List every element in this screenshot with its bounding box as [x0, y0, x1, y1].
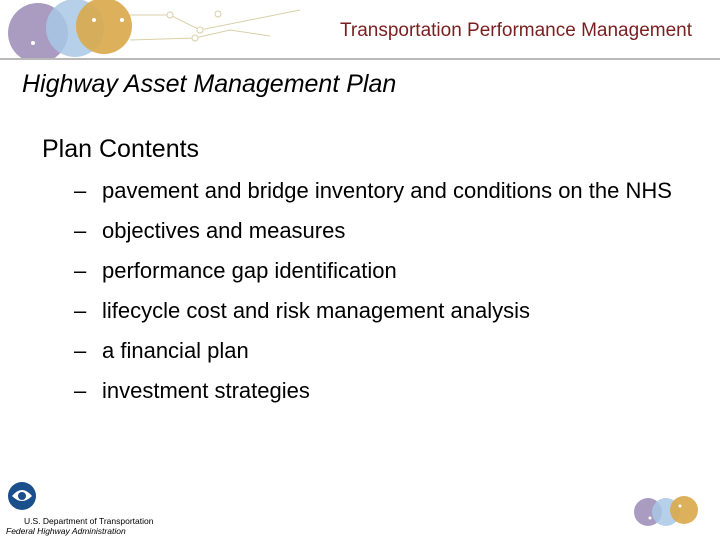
gold-circle-icon	[76, 0, 132, 54]
bullet-dash: –	[74, 218, 87, 243]
header-divider	[0, 58, 720, 60]
bullet-text: investment strategies	[102, 378, 310, 403]
bullet-text: performance gap identification	[102, 258, 397, 283]
bullet-list	[74, 176, 674, 416]
bullet-item	[74, 176, 674, 206]
bullet-dash: –	[74, 338, 87, 363]
bullet-text: objectives and measures	[102, 218, 346, 243]
logo-line-dot: U.S. Department of Transportation	[24, 516, 154, 526]
dot-fhwa-logo	[0, 472, 154, 536]
bullet-item	[74, 376, 674, 406]
bullet-dash: –	[74, 378, 87, 403]
bullet-dash: –	[74, 298, 87, 323]
bullet-item	[74, 216, 674, 246]
section-heading: Plan Contents	[42, 135, 200, 163]
network-lines-icon	[130, 10, 300, 41]
dot-eagle-icon	[4, 476, 44, 516]
bullet-item	[74, 296, 674, 326]
header-title: Transportation Performance Management	[339, 20, 692, 41]
bullet-item	[74, 256, 674, 286]
header-banner	[0, 0, 720, 60]
bullet-dash: –	[74, 178, 87, 203]
bullet-item	[74, 336, 674, 366]
logo-line-fhwa: Federal Highway Administration	[6, 526, 126, 536]
bullet-dash: –	[74, 258, 87, 283]
footer-circles-icon	[630, 494, 702, 530]
bullet-text: a financial plan	[102, 338, 249, 363]
bullet-text: pavement and bridge inventory and conditions on the NHS	[102, 178, 672, 203]
bullet-text: lifecycle cost and risk management analysis	[102, 298, 530, 323]
slide-title: Highway Asset Management Plan	[22, 70, 397, 98]
